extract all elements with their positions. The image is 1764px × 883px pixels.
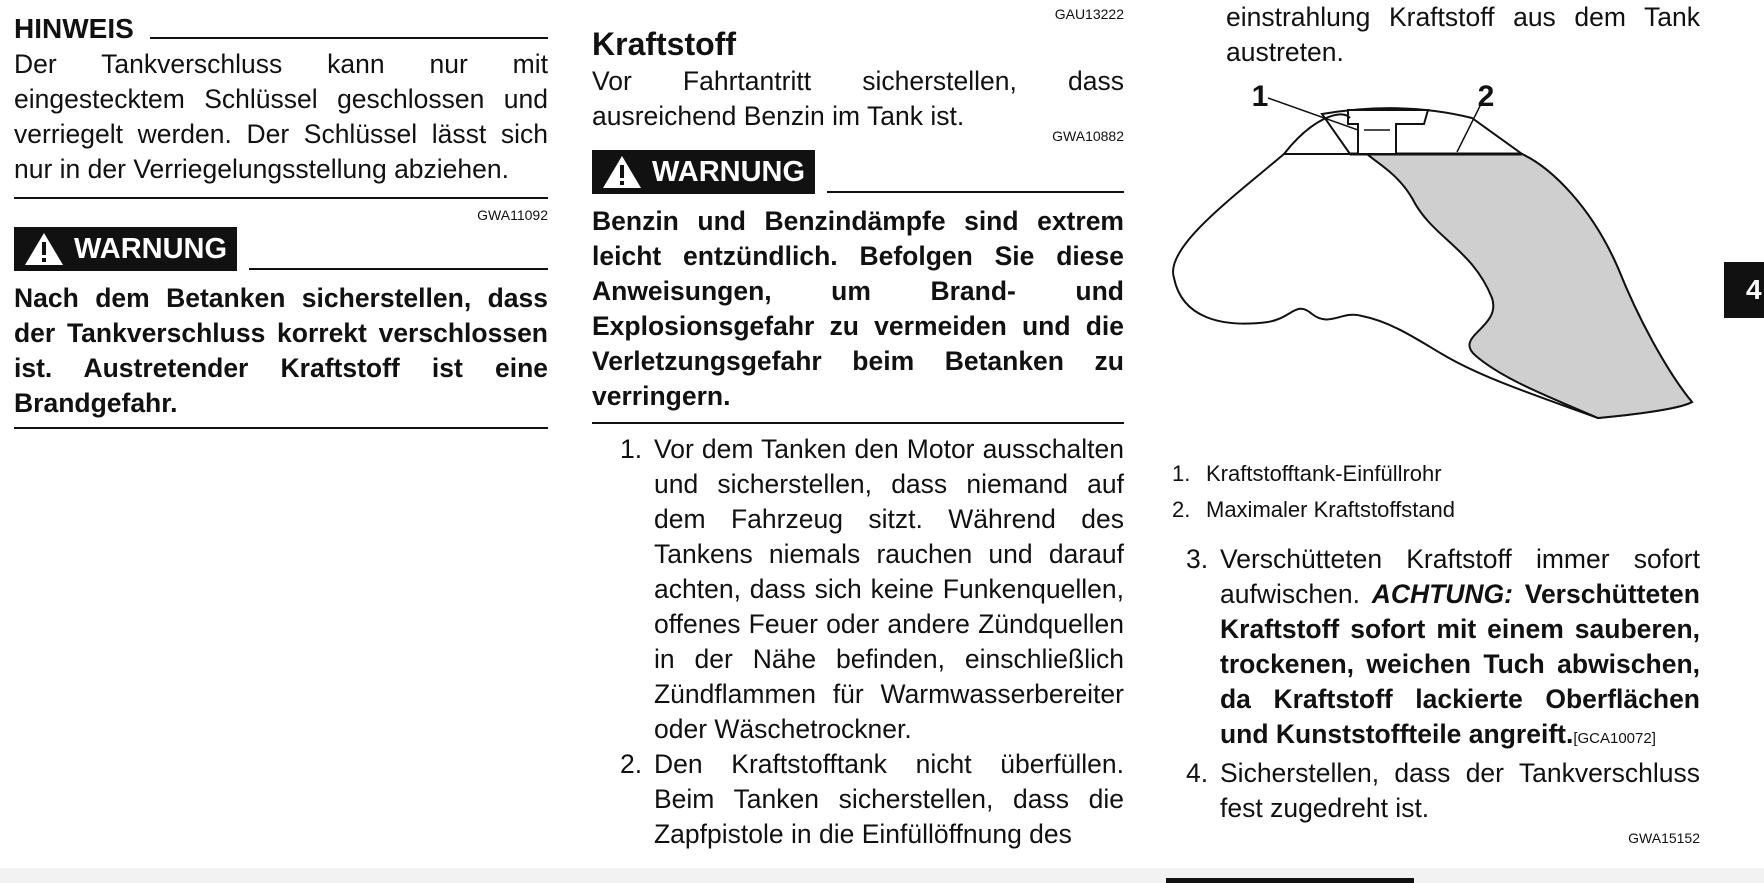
fuel-tank-illustration xyxy=(1172,78,1700,446)
warning-badge xyxy=(14,227,237,271)
step-number: 4. xyxy=(1186,758,1209,788)
list-item xyxy=(620,747,1124,852)
list-item xyxy=(1172,456,1700,492)
warning-end-rule xyxy=(14,427,548,429)
figure-label-1: 1 xyxy=(1251,80,1269,113)
warning-text: Nach dem Betanken sicherstellen, dass der Tankverschluss korrekt verschlossen ist. Austretender Kraftstoff ist eine Brandgefahr. xyxy=(14,283,548,418)
step-text: Sicherstellen, dass der Tankverschluss fest zugedreht ist. xyxy=(1220,758,1700,823)
partial-warning-badge xyxy=(1166,878,1414,883)
bottom-scroll-bar xyxy=(0,868,1764,883)
warning-heading xyxy=(14,227,548,271)
step-text: Vor dem Tanken den Motor ausschalten und sicherstellen, dass niemand auf dem Fahrzeug sitzt. Während des Tankens niemals rauchen und darauf achten, dass sich keine Funkenquellen, offenes Feuer oder andere Zündquellen in der Nähe befinden, einschließlich Zündflammen für Warmwasserbereiter oder Wäschetrockner. xyxy=(654,434,1124,744)
chapter-tab: 4 xyxy=(1724,262,1764,318)
step-text xyxy=(1220,542,1700,756)
warning-code: GWA11092 xyxy=(477,207,548,223)
step-text: Den Kraftstofftank nicht überfüllen. Beim Tanken sicherstellen, dass die Zapfpistole in die Einfüllöffnung des xyxy=(654,749,1124,849)
bottom-warning-code: GWA15152 xyxy=(1628,830,1700,846)
caption-number: 1. xyxy=(1172,461,1191,486)
hinweis-heading xyxy=(14,14,548,44)
steps-list-continued xyxy=(1172,542,1700,826)
list-item xyxy=(620,432,1124,747)
warning-label: WARNUNG xyxy=(652,155,806,188)
column-left xyxy=(14,0,548,429)
step-number: 2. xyxy=(620,749,643,779)
list-item xyxy=(1186,756,1700,826)
warning-triangle-icon xyxy=(602,155,642,189)
step-number: 3. xyxy=(1186,544,1209,574)
section-intro: Vor Fahrtantritt sicherstellen, dass ausreichend Benzin im Tank ist. xyxy=(592,66,1124,131)
steps-list xyxy=(592,432,1124,852)
figure-label-2: 2 xyxy=(1477,80,1495,113)
achtung-text: Verschütteten Kraftstoff sofort mit einem sauberen, trockenen, weichen Tuch abwischen, da Kraftstoff lackierte Oberflächen und Kunststoffteile angreift. xyxy=(1220,579,1700,749)
list-item xyxy=(1172,492,1700,528)
column-right xyxy=(1172,0,1700,846)
warning-end-rule xyxy=(592,422,1124,424)
step-plain-text: Verschütteten Kraftstoff immer sofort aufwischen. xyxy=(1220,544,1700,609)
caption-text: Kraftstofftank-Einfüllrohr xyxy=(1206,461,1442,486)
warning-rule xyxy=(249,268,548,270)
hinweis-text: Der Tankverschluss kann nur mit eingestecktem Schlüssel geschlossen und verriegelt werden. Der Schlüssel lässt sich nur in der Verriegelungsstellung abziehen. xyxy=(14,49,548,184)
warning-triangle-icon xyxy=(24,232,64,266)
hinweis-rule xyxy=(150,37,548,39)
section-code: GAU13222 xyxy=(1054,6,1124,22)
warning-text: Benzin und Benzindämpfe sind extrem leicht entzündlich. Befolgen Sie diese Anweisungen, um Brand- und Explosionsgefahr zu vermeiden und die Verletzungsgefahr beim Betanken zu verringern. xyxy=(592,206,1124,411)
warning-rule xyxy=(827,191,1124,193)
warning-badge xyxy=(592,150,815,194)
caption-number: 2. xyxy=(1172,497,1191,522)
fuel-tank-figure xyxy=(1172,78,1700,446)
column-middle xyxy=(592,0,1124,852)
section-title: Kraftstoff xyxy=(592,26,736,62)
hinweis-end-rule xyxy=(14,197,548,199)
step-number: 1. xyxy=(620,434,643,464)
warning-code: GWA10882 xyxy=(1052,128,1124,144)
figure-captions xyxy=(1172,456,1700,528)
continued-text: einstrahlung Kraftstoff aus dem Tank austreten. xyxy=(1226,2,1700,67)
achtung-label: ACHTUNG: xyxy=(1371,579,1513,609)
warning-heading xyxy=(592,150,1124,194)
achtung-code: [GCA10072] xyxy=(1573,730,1656,747)
hinweis-title: HINWEIS xyxy=(14,13,134,44)
list-item xyxy=(1186,542,1700,756)
warning-label: WARNUNG xyxy=(74,232,228,265)
caption-text: Maximaler Kraftstoffstand xyxy=(1206,497,1456,522)
